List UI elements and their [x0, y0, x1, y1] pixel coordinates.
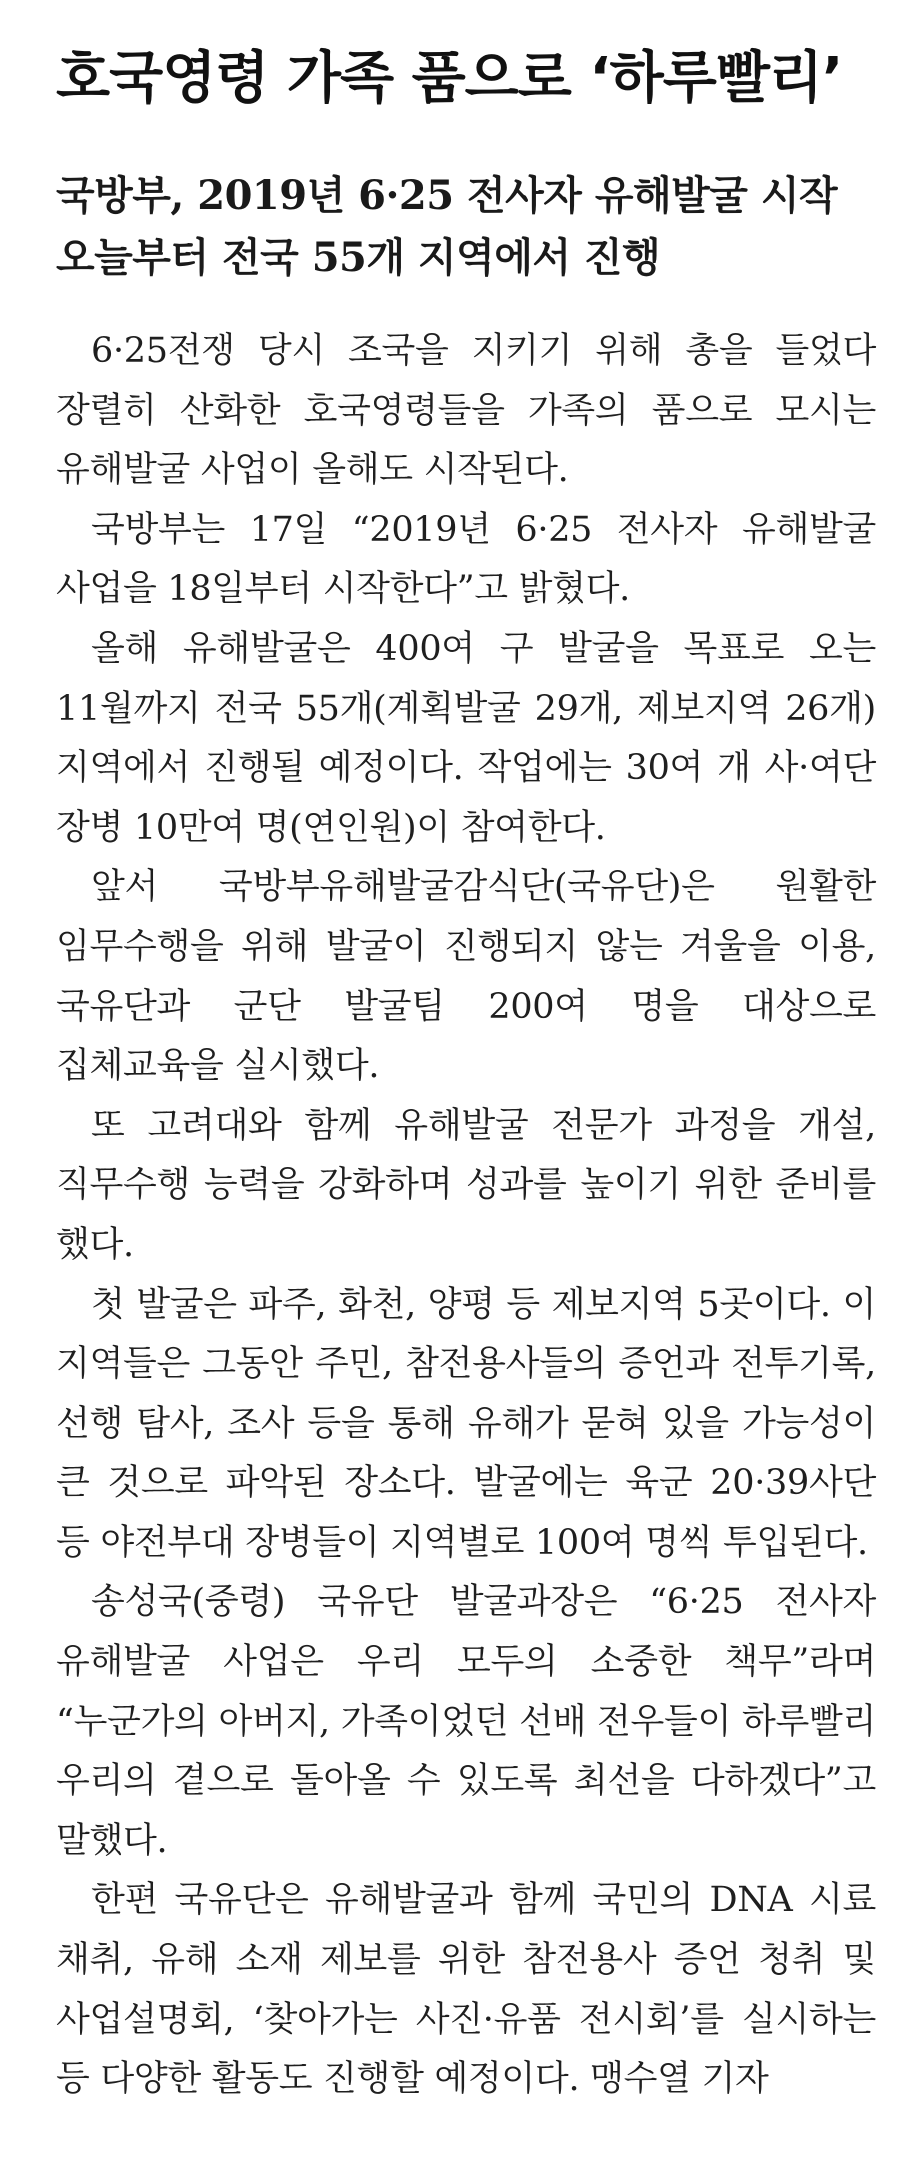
article-headline: 호국영령 가족 품으로 ‘하루빨리’ [56, 46, 843, 111]
article-paragraph: 송성국(중령) 국유단 발굴과장은 “6·25 전사자 유해발굴 사업은 우리 모두의 소중한 책무”라며 “누군가의 아버지, 가족이었던 선배 전우들이 하루빨리 우리의 곁으로 돌아올 수 있도록 최선을 다하겠다”고 말했다. [56, 1582, 876, 1861]
article-subheads [56, 166, 876, 288]
article-paragraph: 올해 유해발굴은 400여 구 발굴을 목표로 오는 11월까지 전국 55개(계획발굴 29개, 제보지역 26개) 지역에서 진행될 예정이다. 작업에는 30여 개 사·여단 장병 10만여 명(연인원)이 참여한다. [56, 628, 876, 848]
article-paragraph: 6·25전쟁 당시 조국을 지키기 위해 총을 들었다 장렬히 산화한 호국영령들을 가족의 품으로 모시는 유해발굴 사업이 올해도 시작된다. [56, 331, 876, 491]
article-paragraph: 국방부는 17일 “2019년 6·25 전사자 유해발굴 사업을 18일부터 시작한다”고 밝혔다. [56, 509, 876, 610]
article-paragraph-with-byline: 한편 국유단은 유해발굴과 함께 국민의 DNA 시료 채취, 유해 소재 제보를 위한 참전용사 증언 청취 및 사업설명회, ‘찾아가는 사진·유품 전시회’를 실시하는 등 다양한 활동도 진행할 예정이다. 맹수열 기자 [56, 1880, 876, 2100]
article-paragraph: 또 고려대와 함께 유해발굴 전문가 과정을 개설, 직무수행 능력을 강화하며 성과를 높이기 위한 준비를 했다. [56, 1105, 876, 1265]
article-paragraph: 첫 발굴은 파주, 화천, 양평 등 제보지역 5곳이다. 이 지역들은 그동안 주민, 참전용사들의 증언과 전투기록, 선행 탐사, 조사 등을 통해 유해가 묻혀 있을 가능성이 큰 것으로 파악된 장소다. 발굴에는 육군 20·39사단 등 야전부대 장병들이 지역별로 100여 명씩 투입된다. [56, 1284, 876, 1563]
article-paragraph: 앞서 국방부유해발굴감식단(국유단)은 원활한 임무수행을 위해 발굴이 진행되지 않는 겨울을 이용, 국유단과 군단 발굴팀 200여 명을 대상으로 집체교육을 실시했다. [56, 867, 876, 1087]
article-body [56, 322, 876, 2110]
article-subhead: 국방부, 2019년 6·25 전사자 유해발굴 시작 [56, 172, 838, 219]
news-article [56, 40, 876, 2110]
article-subhead: 오늘부터 전국 55개 지역에서 진행 [56, 234, 661, 281]
